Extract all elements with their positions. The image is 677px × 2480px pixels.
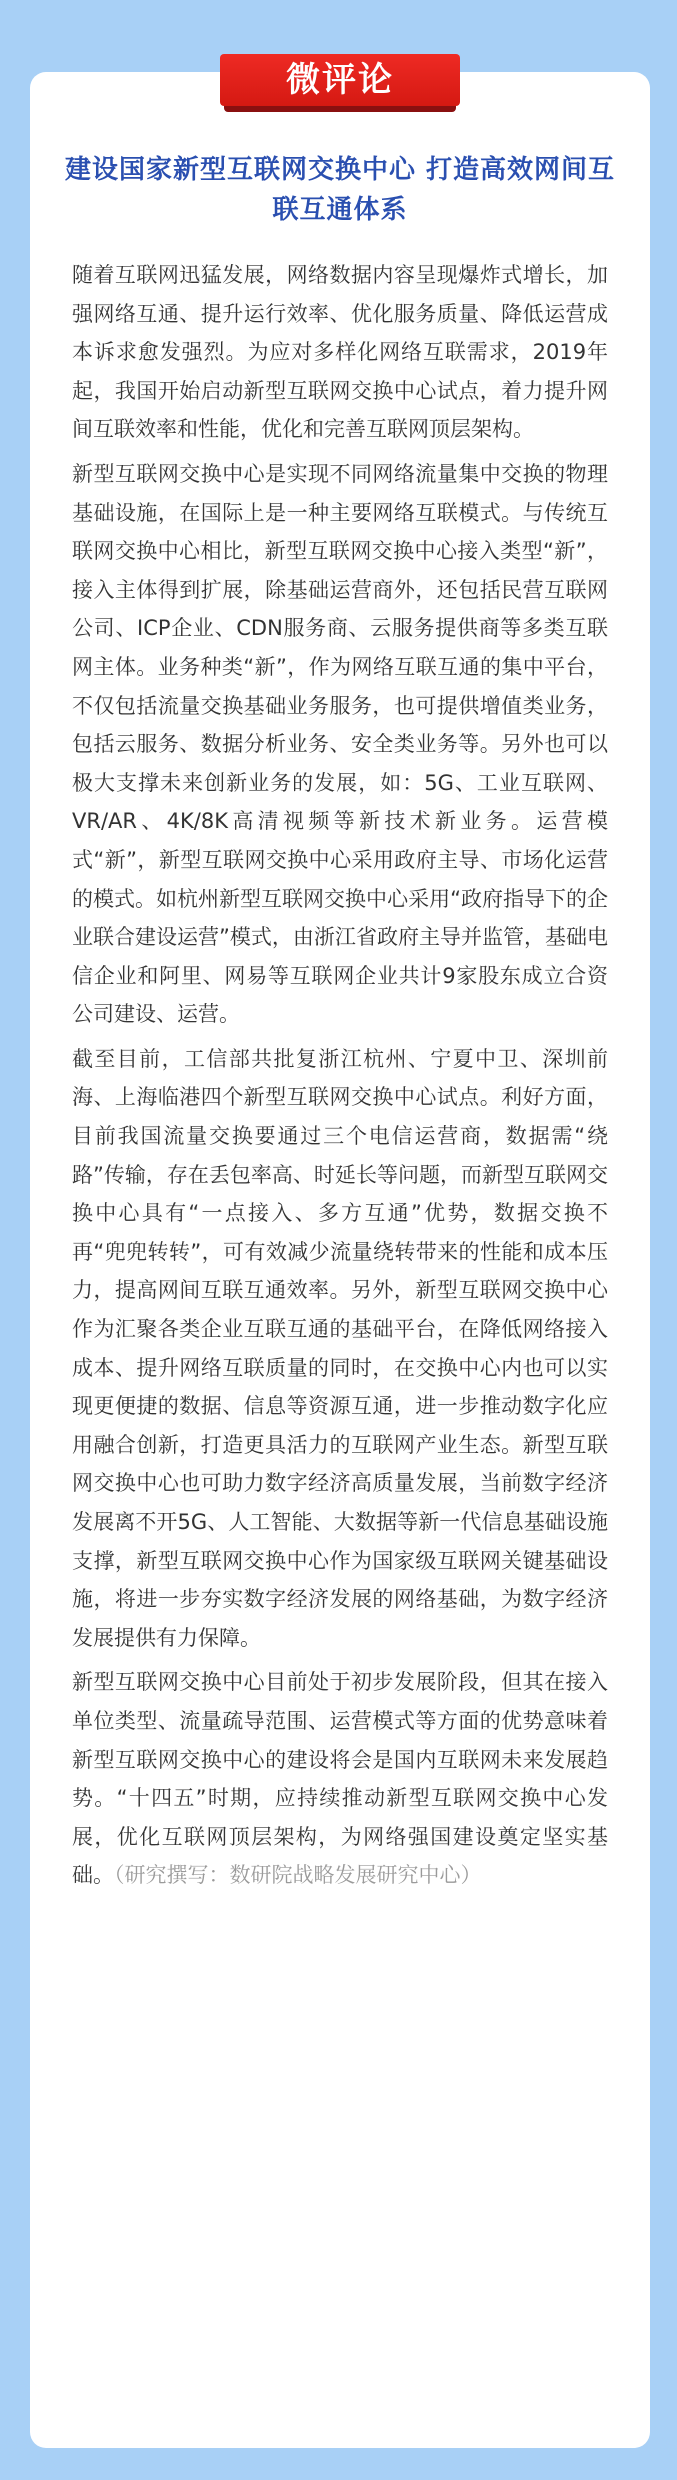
paragraph-2: 新型互联网交换中心是实现不同网络流量集中交换的物理基础设施，在国际上是一种主要网络互联模式。与传统互联网交换中心相比，新型互联网交换中心接入类型“新”，接入主体得到扩展，除基础运营商外，还包括民营互联网公司、ICP企业、CDN服务商、云服务提供商等多类互联网主体。业务种类“新”，作为网络互联互通的集中平台，不仅包括流量交换基础业务服务，也可提供增值类业务，包括云服务、数据分析业务、安全类业务等。另外也可以极大支撑未来创新业务的发展，如：5G、工业互联网、VR/AR、4K/8K高清视频等新技术新业务。运营模式“新”，新型互联网交换中心采用政府主导、市场化运营的模式。如杭州新型互联网交换中心采用“政府指导下的企业联合建设运营”模式，由浙江省政府主导并监管，基础电信企业和阿里、网易等互联网企业共计9家股东成立合资公司建设、运营。 <box>72 461 608 1027</box>
paragraph-3: 截至目前，工信部共批复浙江杭州、宁夏中卫、深圳前海、上海临港四个新型互联网交换中心试点。利好方面，目前我国流量交换要通过三个电信运营商，数据需“绕路”传输，存在丢包率高、时延长等问题，而新型互联网交换中心具有“一点接入、多方互通”优势，数据交换不再“兜兜转转”，可有效减少流量绕转带来的性能和成本压力，提高网间互联互通效率。另外，新型互联网交换中心作为汇聚各类企业互联互通的基础平台，在降低网络接入成本、提升网络互联质量的同时，在交换中心内也可以实现更便捷的数据、信息等资源互通，进一步推动数字化应用融合创新，打造更具活力的互联网产业生态。新型互联网交换中心也可助力数字经济高质量发展，当前数字经济发展离不开5G、人工智能、大数据等新一代信息基础设施支撑，新型互联网交换中心作为国家级互联网关键基础设施，将进一步夯实数字经济发展的网络基础，为数字经济发展提供有力保障。 <box>72 1046 608 1650</box>
author-credit: （研究撰写：数研院战略发展研究中心） <box>114 1863 482 1888</box>
paragraph-1: 随着互联网迅猛发展，网络数据内容呈现爆炸式增长，加强网络互通、提升运行效率、优化服务质量、降低运营成本诉求愈发强烈。为应对多样化网络互联需求，2019年起，我国开始启动新型互联网交换中心试点，着力提升网间互联效率和性能，优化和完善互联网顶层架构。 <box>72 263 608 442</box>
article-title: 建设国家新型互联网交换中心 打造高效网间互联互通体系 <box>64 155 616 225</box>
section-badge <box>220 54 460 114</box>
paragraph-4 <box>72 1663 608 1895</box>
article-body <box>72 256 608 1901</box>
paragraph-4-text: 新型互联网交换中心目前处于初步发展阶段，但其在接入单位类型、流量疏导范围、运营模式等方面的优势意味着新型互联网交换中心的建设将会是国内互联网未来发展趋势。“十四五”时期，应持续推动新型互联网交换中心发展，优化互联网顶层架构，为网络强国建设奠定坚实基础。 <box>72 1670 608 1888</box>
badge-label: 微评论 <box>220 54 460 106</box>
